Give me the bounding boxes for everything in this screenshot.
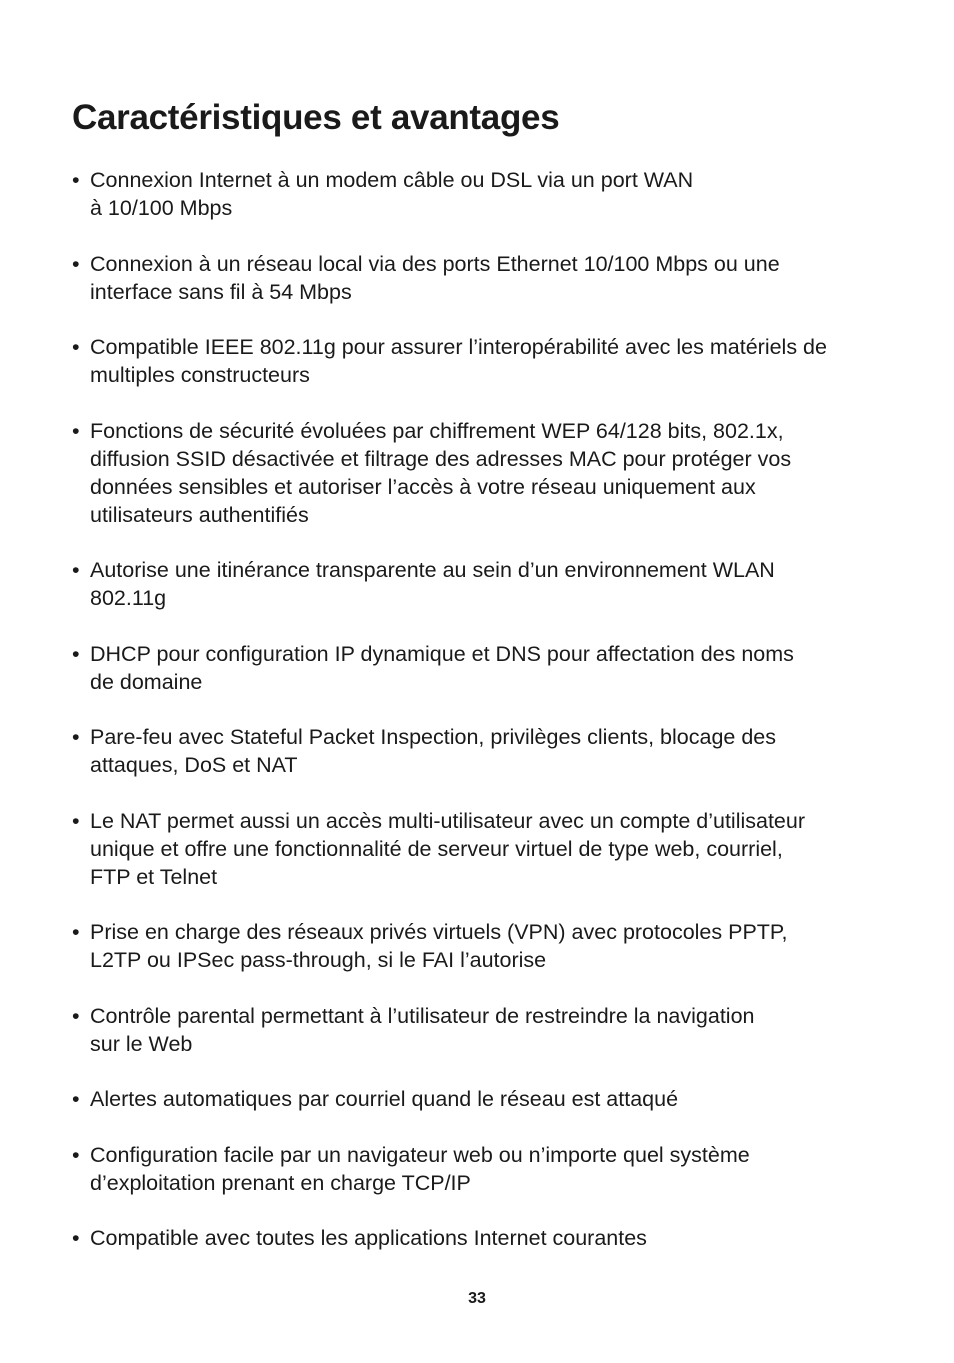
list-item-line: Configuration facile par un navigateur web ou n’importe quel système xyxy=(90,1142,750,1167)
list-item xyxy=(72,1141,892,1197)
list-item-line: attaques, DoS et NAT xyxy=(90,753,298,777)
list-item-line: L2TP ou IPSec pass-through, si le FAI l’autorise xyxy=(90,948,547,972)
list-item-line: données sensibles et autoriser l’accès à votre réseau uniquement aux xyxy=(90,474,756,499)
bullet-icon: • xyxy=(72,725,80,749)
list-item-line: Contrôle parental permettant à l’utilisateur de restreindre la navigation xyxy=(90,1003,755,1028)
list-item xyxy=(72,918,892,974)
list-item xyxy=(72,1085,892,1113)
list-item-line: Compatible IEEE 802.11g pour assurer l’interopérabilité avec les matériels de xyxy=(90,335,827,359)
bullet-icon: • xyxy=(72,808,80,833)
list-item-text xyxy=(90,1141,892,1197)
list-item-line: unique et offre une fonctionnalité de serveur virtuel de type web, courriel, xyxy=(90,836,783,861)
list-item-line: diffusion SSID désactivée et filtrage des adresses MAC pour protéger vos xyxy=(90,446,792,471)
list-item-line: multiples constructeurs xyxy=(90,363,310,387)
feature-list xyxy=(72,166,892,1280)
page-number: 33 xyxy=(468,1290,486,1307)
bullet-icon: • xyxy=(72,1142,80,1167)
list-item-text xyxy=(90,166,892,222)
list-item-line: sur le Web xyxy=(90,1031,193,1056)
list-item xyxy=(72,166,892,222)
list-item-text xyxy=(90,556,892,612)
list-item xyxy=(72,1224,892,1252)
bullet-icon: • xyxy=(72,1087,80,1111)
list-item xyxy=(72,807,892,891)
list-item xyxy=(72,1002,892,1058)
list-item-line: DHCP pour configuration IP dynamique et DNS pour affectation des noms xyxy=(90,641,794,666)
list-item-text xyxy=(90,1224,892,1252)
list-item-line: Fonctions de sécurité évoluées par chiffrement WEP 64/128 bits, 802.1x, xyxy=(90,418,784,443)
list-item-line: de domaine xyxy=(90,669,203,694)
bullet-icon: • xyxy=(72,251,80,276)
list-item-text xyxy=(90,640,892,696)
page-title: Caractéristiques et avantages xyxy=(72,98,560,137)
list-item-line: Alertes automatiques par courriel quand le réseau est attaqué xyxy=(90,1087,679,1111)
bullet-icon: • xyxy=(72,1226,80,1250)
bullet-icon: • xyxy=(72,335,80,359)
bullet-icon: • xyxy=(72,558,80,582)
list-item-text xyxy=(90,250,892,306)
list-item-line: Connexion à un réseau local via des ports Ethernet 10/100 Mbps ou une xyxy=(90,251,780,276)
bullet-icon: • xyxy=(72,641,80,666)
list-item xyxy=(72,417,892,529)
list-item-line: 802.11g xyxy=(90,586,167,610)
bullet-icon: • xyxy=(72,418,80,443)
list-item-line: Compatible avec toutes les applications Internet courantes xyxy=(90,1226,647,1250)
list-item-line: utilisateurs authentifiés xyxy=(90,502,309,527)
list-item-line: à 10/100 Mbps xyxy=(90,196,233,220)
list-item-line: Autorise une itinérance transparente au sein d’un environnement WLAN xyxy=(90,558,775,582)
list-item xyxy=(72,640,892,696)
bullet-icon: • xyxy=(72,1003,80,1028)
list-item-text xyxy=(90,1085,892,1113)
list-item-line: Prise en charge des réseaux privés virtuels (VPN) avec protocoles PPTP, xyxy=(90,920,788,944)
list-item-text xyxy=(90,1002,892,1058)
list-item xyxy=(72,723,892,779)
list-item xyxy=(72,556,892,612)
list-item-text xyxy=(90,333,892,389)
bullet-icon: • xyxy=(72,920,80,944)
list-item xyxy=(72,250,892,306)
list-item-line: Connexion Internet à un modem câble ou DSL via un port WAN xyxy=(90,168,694,192)
bullet-icon: • xyxy=(72,168,80,192)
list-item-line: FTP et Telnet xyxy=(90,864,218,889)
list-item xyxy=(72,333,892,389)
list-item-text xyxy=(90,807,892,891)
list-item-line: Le NAT permet aussi un accès multi-utilisateur avec un compte d’utilisateur xyxy=(90,808,806,833)
list-item-line: Pare-feu avec Stateful Packet Inspection, privilèges clients, blocage des xyxy=(90,725,776,749)
list-item-text xyxy=(90,417,892,529)
list-item-text xyxy=(90,723,892,779)
list-item-line: d’exploitation prenant en charge TCP/IP xyxy=(90,1170,471,1195)
list-item-text xyxy=(90,918,892,974)
list-item-line: interface sans fil à 54 Mbps xyxy=(90,279,352,304)
